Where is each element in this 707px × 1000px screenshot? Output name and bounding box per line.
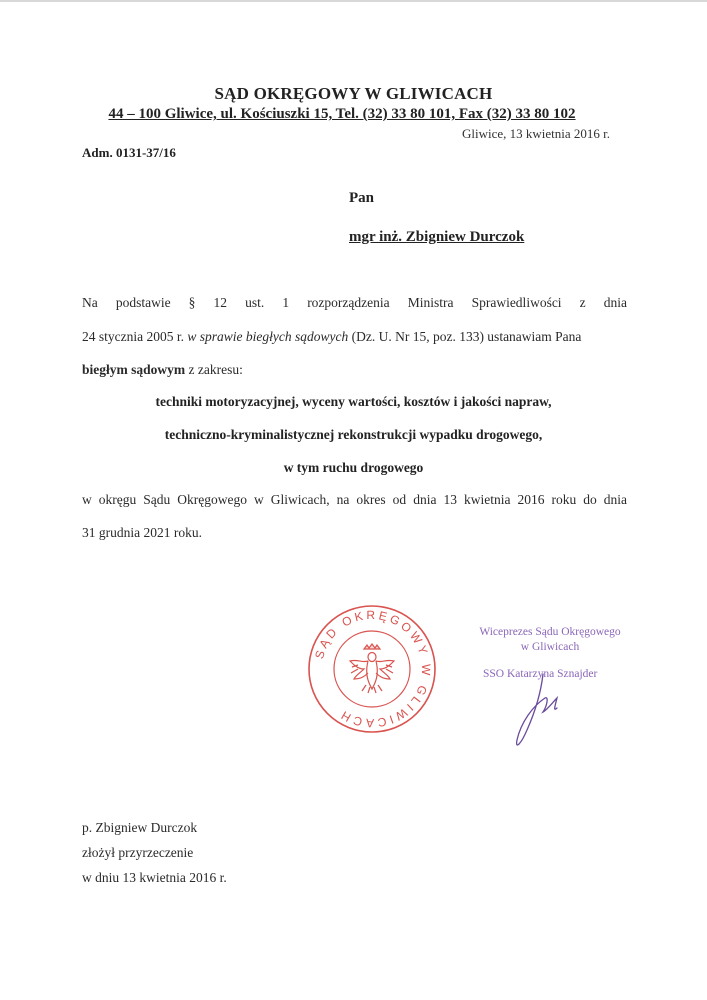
addressee-salutation: Pan — [349, 190, 375, 206]
scope-line-2: techniczno-kryminalistycznej rekonstrukcji wypadku drogowego, — [164, 427, 543, 442]
body-line-4-text: w okręgu Sądu Okręgowego w Gliwicach, na okres od dnia 13 kwietnia 2016 roku do dnia — [82, 492, 627, 507]
handwritten-signature — [505, 672, 575, 752]
footer-line-3: w dniu 13 kwietnia 2016 r. — [82, 870, 227, 885]
body-line-2-start: 24 stycznia 2005 r. — [82, 329, 188, 344]
body-line-3-end: z zakresu: — [185, 362, 243, 377]
court-name: SĄD OKRĘGOWY W GLIWICACH — [214, 84, 493, 103]
court-stamp — [306, 603, 438, 735]
scope-line-3: w tym ruchu drogowego — [283, 460, 424, 475]
addressee-name: mgr inż. Zbigniew Durczok — [349, 229, 525, 245]
footer-line-1: p. Zbigniew Durczok — [82, 820, 198, 835]
footer-line-2: złożył przyrzeczenie — [82, 845, 194, 860]
appointment-role: biegłym sądowym — [82, 362, 186, 377]
signatory-location: w Gliwicach — [520, 641, 580, 653]
svg-text:SĄD OKRĘGOWY W GLIWICACH — [312, 608, 433, 730]
body-line-1 — [82, 294, 627, 312]
body-line-2-end: (Dz. U. Nr 15, poz. 133) ustanawiam Pana — [348, 329, 582, 344]
stamp-text: SĄD OKRĘGOWY W GLIWICACH — [312, 607, 434, 731]
court-address: 44 – 100 Gliwice, ul. Kościuszki 15, Tel. (32) 33 80 101, Fax (32) 33 80 102 — [108, 106, 576, 122]
signatory-name: SSO Katarzyna Sznajder — [483, 668, 598, 680]
eagle-emblem-icon — [350, 644, 394, 693]
body-line-1-text: Na podstawie § 12 ust. 1 rozporządzenia Ministra Sprawiedliwości z dnia — [82, 295, 627, 310]
page-edge — [0, 0, 707, 2]
body-line-3 — [82, 361, 627, 379]
body-line-2 — [82, 328, 627, 346]
reference-number: Adm. 0131-37/16 — [82, 145, 176, 160]
body-line-5: 31 grudnia 2021 roku. — [82, 525, 202, 540]
body-line-4 — [82, 491, 627, 509]
signatory-title: Wiceprezes Sądu Okręgowego — [479, 626, 621, 638]
place-date: Gliwice, 13 kwietnia 2016 r. — [461, 126, 610, 141]
scope-line-1: techniki motoryzacyjnej, wyceny wartości, kosztów i jakości napraw, — [155, 394, 552, 409]
regulation-title: w sprawie biegłych sądowych — [187, 329, 349, 344]
